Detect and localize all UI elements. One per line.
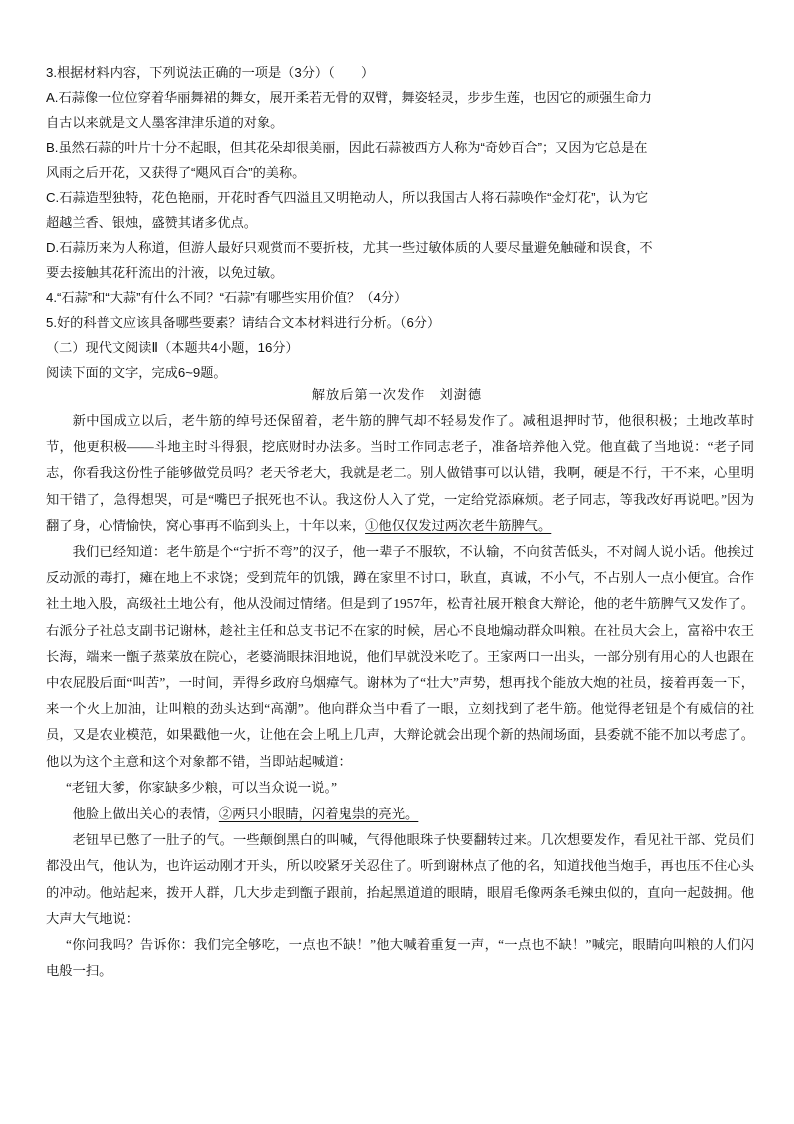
article-title: 解放后第一次发作 刘澍德 — [311, 387, 483, 402]
option-b-line2: 风雨之后开花，又获得了“飓风百合”的美称。 — [46, 165, 306, 180]
article-paragraph — [46, 408, 754, 539]
question-5: 5.好的科普文应该具备哪些要素？请结合文本材料进行分析。（6分） — [46, 315, 441, 330]
option-d-line1: D.石蒜历来为人称道，但游人最好只观赏而不要折枝，尤其一些过敏体质的人要尽量避免触碰和误食，不 — [46, 240, 653, 255]
option-d-line2: 要去接触其花秆流出的汁液，以免过敏。 — [46, 265, 284, 280]
option-c-line1: C.石蒜造型独特，花色艳丽，开花时香气四溢且又明艳动人，所以我国古人将石蒜唤作“金灯花”，认为它 — [46, 190, 649, 205]
section-header: （二）现代文阅读Ⅱ（本题共4小题，16分） — [46, 340, 299, 355]
question-4: 4.“石蒜”和“大蒜”有什么不同？“石蒜”有哪些实用价值？（4分） — [46, 290, 408, 305]
option-d[interactable] — [46, 235, 754, 285]
article-body — [46, 408, 754, 984]
underlined-sentence-1: ①他仅仅发过两次老牛筋脾气。 — [365, 517, 552, 533]
option-a-line1: A.石蒜像一位位穿着华丽舞裙的舞女，展开柔若无骨的双臂，舞姿轻灵，步步生莲，也因它的顽强生命力 — [46, 90, 652, 105]
underlined-sentence-2: ②两只小眼睛，闪着鬼祟的亮光。 — [218, 806, 419, 822]
paragraph-text: 新中国成立以后，老牛筋的绰号还保留着，老牛筋的脾气却不轻易发作了。减租退押时节，他很积极；土地改革时节，他更积极——斗地主时斗得狠，挖底财时办法多。当时工作同志老子，准备培养他入党。他直截了当地说：“老子同志，你看我这份性子能够做党员吗？老天爷老大，我就是老二。别人做错事可以认错，我啊，硬是不行，干不来，心里明知干错了，急得想哭，可是“嘴巴子抿死也不认。我这份人入了党，一定给党添麻烦。老子同志，等我改好再说吧。”因为翻了身，心情愉快，窝心事再不临到头上，十年以来， — [46, 413, 754, 533]
questions-section — [46, 60, 754, 385]
question-3-stem: 3.根据材料内容，下列说法正确的一项是（3分）（ ） — [46, 65, 375, 80]
article-paragraph: 老钮早已憋了一肚子的气。一些颠倒黑白的叫喊，气得他眼珠子快要翻转过来。几次想要发作，看见社干部、党员们都没出气，他认为，也许运动刚才开头，所以咬紧牙关忍住了。听到谢林点了他的名，知道找他当炮手，再也压不住心头的冲动。他站起来，拨开人群，几大步走到甑子跟前，抬起黑道道的眼睛，眼眉毛像两条毛辣虫似的，直向一起鼓拥。他大声大气地说： — [46, 832, 754, 926]
article-paragraph: “老钮大爹，你家缺多少粮，可以当众说一说。” — [65, 779, 338, 795]
article-paragraph: 我们已经知道：老牛筋是个“宁折不弯”的汉子，他一辈子不服软，不认输，不向贫苦低头，不对阔人说小话。他挨过反动派的毒打，瘫在地上不求饶；受到荒年的饥饿，蹲在家里不讨口，耿直，真诚，不小气，不占别人一点小便宜。合作社土地入股，高级社土地公有，他从没闹过情绪。但是到了1957年，松青社展开粮食大辩论，他的老牛筋脾气又发作了。右派分子社总支副书记谢林，趁社主任和总支书记不在家的时候，居心不良地煽动群众叫粮。在社员大会上，富裕中农王长海，端来一甑子蒸菜放在院心，老婆淌眼抹泪地说，他们早就没米吃了。王家两口一出头，一部分别有用心的人也跟在中农屁股后面“叫苦”，一时间，弄得乡政府乌烟瘴气。谢林为了“壮大”声势，想再找个能放大炮的社员，接着再轰一下，来一个火上加油，让叫粮的劲头达到“高潮”。他向群众当中看了一眼，立刻找到了老牛筋。他觉得老钮是个有威信的社员，又是农业模范，如果戳他一火，让他在会上吼上几声，大辩论就会出现个新的热闹场面，县委就不能不加以考虑了。他以为这个主意和这个对象都不错，当即站起喊道： — [46, 544, 754, 769]
option-c-line2: 超越兰香、银烛，盛赞其诸多优点。 — [46, 215, 257, 230]
reading-instruction: 阅读下面的文字，完成6~9题。 — [46, 365, 227, 380]
option-a-line2: 自古以来就是文人墨客津津乐道的对象。 — [46, 115, 284, 130]
option-b-line1: B.虽然石蒜的叶片十分不起眼，但其花朵却很美丽，因此石蒜被西方人称为“奇妙百合”；又因为它总是在 — [46, 140, 648, 155]
paragraph-text: 他脸上做出关心的表情， — [72, 806, 219, 822]
option-b[interactable] — [46, 135, 754, 185]
option-c[interactable] — [46, 185, 754, 235]
option-a[interactable] — [46, 85, 754, 135]
article-paragraph — [46, 801, 754, 827]
article-paragraph: “你问我吗？告诉你：我们完全够吃，一点也不缺！”他大喊着重复一声，“一点也不缺！”喊完，眼睛向叫粮的人们闪电般一扫。 — [46, 937, 754, 979]
